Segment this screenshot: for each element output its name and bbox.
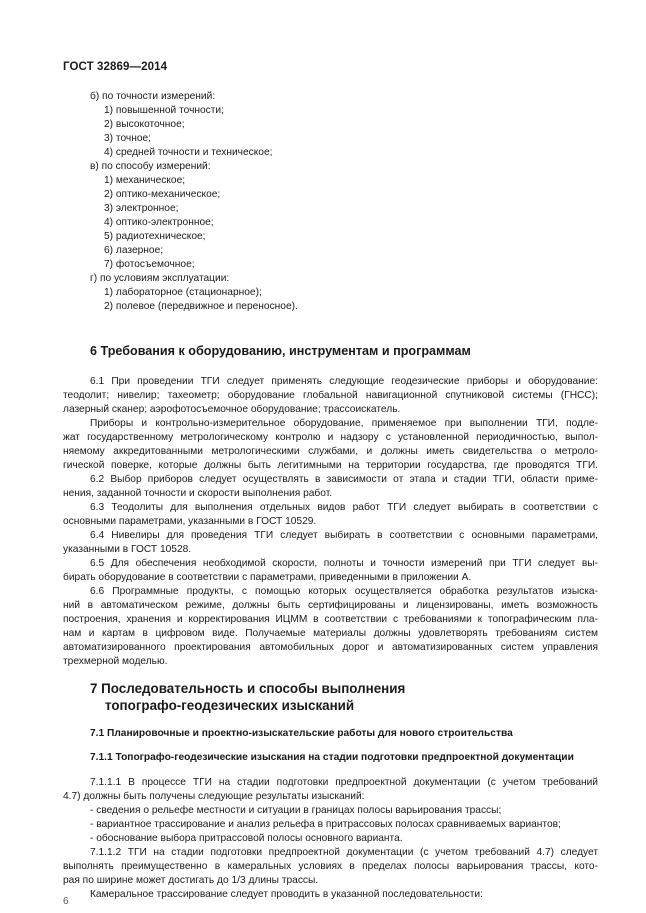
paragraph-line: нам и картам в цифровом виде. Получаемые материалы должны удовлетворять требованиям систем xyxy=(63,628,598,639)
list-v-title: в) по способу измерений: xyxy=(90,161,211,172)
section-7-heading-cont: топографо-геодезических изысканий xyxy=(105,698,355,713)
paragraph-line: 4.7) должны быть получены следующие результаты изысканий: xyxy=(63,791,365,802)
subsection-7-1-1: 7.1.1 Топографо-геодезические изыскания на стадии подготовки предпроектной документации xyxy=(90,752,574,763)
paragraph-line: - сведения о рельефе местности и ситуации в границах полосы варьирования трассы; xyxy=(90,805,502,816)
section-7-heading: 7 Последовательность и способы выполнения xyxy=(90,681,406,696)
paragraph-line: автоматизированного проектирования автомобильных дорог и автоматизированных систем управления xyxy=(63,642,598,653)
paragraph-line: 6.1 При проведении ТГИ следует применять следующие геодезические приборы и оборудование: xyxy=(90,376,598,387)
list-item: 2) высокоточное; xyxy=(104,119,185,130)
paragraph-line: 6.6 Программные продукты, с помощью которых осуществляется обработка результатов изыска- xyxy=(90,586,598,597)
list-item: 3) точное; xyxy=(104,133,151,144)
list-item: 1) лабораторное (стационарное); xyxy=(104,287,262,298)
list-item: 2) полевое (передвижное и переносное). xyxy=(104,301,298,312)
paragraph-line: 7.1.1.2 ТГИ на стадии подготовки предпроектной документации (с учетом требований 4.7) следует xyxy=(90,847,598,858)
paragraph-line: 7.1.1.1 В процессе ТГИ на стадии подготовки предпроектной документации (с учетом требований xyxy=(90,777,598,788)
subsection-7-1: 7.1 Планировочные и проектно-изыскательские работы для нового строительства xyxy=(90,728,513,739)
paragraph-line: лазерный сканер; аэрофотосъемочное оборудование; трассоискатель. xyxy=(63,404,401,415)
list-item: 7) фотосъемочное; xyxy=(104,259,195,270)
paragraph-line: 6.2 Выбор приборов следует осуществлять в зависимости от этапа и стадии ТГИ, области приме- xyxy=(90,474,598,485)
paragraph-line: бирать оборудование в соответствии с параметрами, приведенными в приложении А. xyxy=(63,572,472,583)
list-b-title: б) по точности измерений: xyxy=(90,91,216,102)
document-header: ГОСТ 32869—2014 xyxy=(63,61,168,73)
list-item: 3) электронное; xyxy=(104,203,179,214)
paragraph-line: 6.3 Теодолиты для выполнения отдельных видов работ ТГИ следует выбирать в соответствии с xyxy=(90,502,598,513)
paragraph-line: выполнять преимущественно в камеральных условиях в пределах полосы варьирования трассы, кото- xyxy=(63,861,598,872)
paragraph-line: рая по ширине может достигать до 1/3 длины трассы. xyxy=(63,875,319,886)
list-item: 6) лазерное; xyxy=(104,245,164,256)
paragraph-line: жат государственному метрологическому контролю и надзору с установленной периодичностью, выпол- xyxy=(63,432,598,443)
list-item: 5) радиотехническое; xyxy=(104,231,206,242)
paragraph-line: нения, заданной точности и скорости выполнения работ. xyxy=(63,488,333,499)
paragraph-line: Камеральное трассирование следует проводить в указанной последовательности: xyxy=(90,889,483,900)
section-6-heading: 6 Требования к оборудованию, инструментам и программам xyxy=(90,344,471,358)
page-number: 6 xyxy=(63,896,69,907)
list-item: 4) средней точности и техническое; xyxy=(104,147,273,158)
list-item: 2) оптико-механическое; xyxy=(104,189,221,200)
paragraph-line: теодолит; нивелир; тахеометр; оборудование глобальной навигационной спутниковой системы (ГНСС); xyxy=(63,390,598,401)
paragraph-line: няемому аккредитованными метрологическими службами, и должны иметь свидетельства о метроло- xyxy=(63,446,598,457)
paragraph-line: 6.4 Нивелиры для проведения ТГИ следует выбирать в соответствии с основными параметрами, xyxy=(90,530,598,541)
paragraph-line: - обоснование выбора притрассовой полосы основного варианта. xyxy=(90,833,403,844)
list-item: 1) повышенной точности; xyxy=(104,105,224,116)
paragraph-line: указанными в ГОСТ 10528. xyxy=(63,544,192,555)
list-g-title: г) по условиям эксплуатации: xyxy=(90,273,230,284)
paragraph-line: трехмерной моделью. xyxy=(63,656,168,667)
list-item: 1) механическое; xyxy=(104,175,186,186)
paragraph-line: гической поверке, которые должны быть легитимными на территории государства, где проводятся ТГИ. xyxy=(63,460,598,471)
paragraph-line: 6.5 Для обеспечения необходимой скорости, полноты и точности измерений при ТГИ следует вы- xyxy=(90,558,598,569)
paragraph-line: - вариантное трассирование и анализ рельефа в притрассовых полосах сравниваемых вариантов; xyxy=(90,819,561,830)
paragraph-line: построения, хранения и корректирования ИЦММ в соответствии с требованиями к топографическим пла- xyxy=(63,614,598,625)
paragraph-line: основными параметрами, указанными в ГОСТ 10529. xyxy=(63,516,317,527)
paragraph-line: Приборы и контрольно-измерительное оборудование, применяемое при выполнении ТГИ, подле- xyxy=(90,418,598,429)
list-item: 4) оптико-электронное; xyxy=(104,217,214,228)
paragraph-line: ний в автоматическом режиме, должны быть сертифицированы и лицензированы, иметь возможность xyxy=(63,600,598,611)
